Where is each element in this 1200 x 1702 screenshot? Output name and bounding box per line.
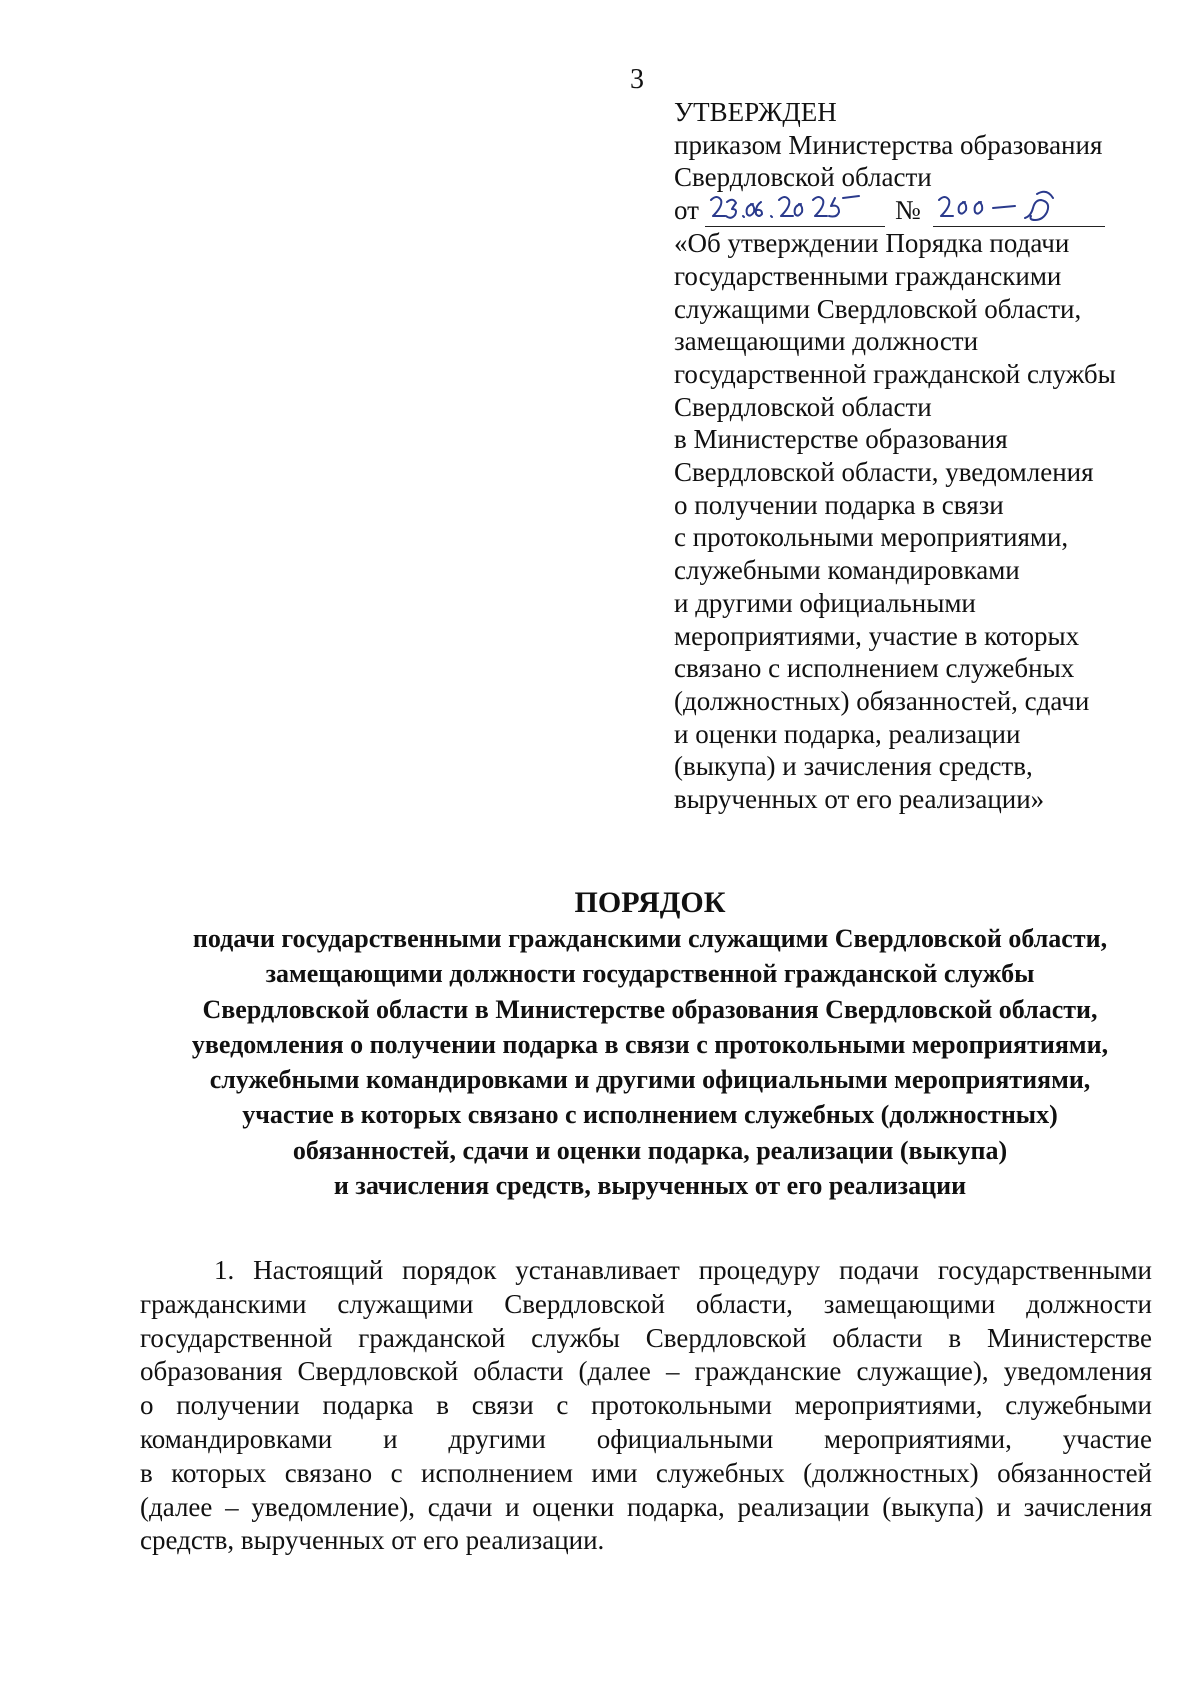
handwritten-number-signature (933, 190, 1093, 224)
order-title-line: и оценки подарка, реализации (674, 718, 1021, 749)
paragraph-line: 1. Настоящий порядок устанавливает процедуру подачи государственными (214, 1255, 1152, 1285)
paragraph-line: командировками и другими официальными мероприятиями, участие (140, 1423, 1152, 1454)
order-title-line: Свердловской области (674, 391, 932, 422)
order-title-line: государственной гражданской службы (674, 358, 1116, 389)
paragraph-line: образования Свердловской области (далее – гражданские служащие), уведомления (140, 1356, 1152, 1387)
subtitle-line: и зачисления средств, вырученных от его реализации (333, 1171, 967, 1201)
paragraph-line: государственной гражданской службы Свердловской области в Министерстве (140, 1322, 1152, 1353)
paragraph-1 (140, 1254, 1152, 1558)
approval-line: Свердловской области (674, 162, 932, 193)
page-number: 3 (630, 64, 644, 95)
document-title: ПОРЯДОК (574, 886, 726, 919)
paragraph-line: гражданскими служащими Свердловской области, замещающими должности (140, 1288, 1152, 1319)
subtitle-line: подачи государственными гражданскими служащими Свердловской области, (192, 924, 1108, 953)
number-prefix: № (894, 195, 921, 226)
order-date-number-line (674, 194, 1194, 227)
order-title-line: о получении подарка в связи (674, 489, 1004, 520)
order-title-line: вырученных от его реализации» (674, 784, 1045, 815)
paragraph-line: в которых связано с исполнением ими служебных (должностных) обязанностей (140, 1457, 1152, 1488)
order-title-line: служебными командировками (674, 555, 1020, 586)
subtitle-line: уведомления о получении подарка в связи с протокольными мероприятиями, (191, 1029, 1109, 1059)
paragraph-line: средств, вырученных от его реализации. (140, 1525, 605, 1556)
subtitle-line: Свердловской области в Министерстве образования Свердловской области, (202, 994, 1098, 1024)
order-title-line: в Министерстве образования (674, 424, 1008, 455)
order-title-line: государственными гражданскими (674, 260, 1062, 291)
order-title-line: замещающими должности (674, 326, 979, 357)
order-title-line: с протокольными мероприятиями, (674, 522, 1069, 553)
subtitle-line: замещающими должности государственной гражданской службы (265, 959, 1035, 989)
approval-heading: УТВЕРЖДЕН (674, 97, 837, 127)
document-subtitle (120, 921, 1180, 1203)
order-title-line: мероприятиями, участие в которых (674, 620, 1080, 651)
approval-line: приказом Министерства образования (674, 129, 1103, 160)
handwritten-number (933, 198, 1105, 227)
handwritten-date (705, 198, 885, 227)
paragraph-line: о получении подарка в связи с протокольными мероприятиями, служебными (140, 1390, 1152, 1421)
order-title-line: Свердловской области, уведомления (674, 457, 1094, 488)
order-title-line: «Об утверждении Порядка подачи (674, 228, 1070, 259)
paragraph-line: (далее – уведомление), сдачи и оценки подарка, реализации (выкупа) и зачисления (140, 1491, 1152, 1522)
order-title-line: и другими официальными (674, 587, 976, 618)
subtitle-line: участие в которых связано с исполнением служебных (должностных) (242, 1100, 1058, 1130)
handwritten-date-signature (705, 190, 875, 224)
approval-block (674, 96, 1194, 816)
order-title-line: служащими Свердловской области, (674, 293, 1082, 324)
order-title-line: (выкупа) и зачисления средств, (674, 751, 1033, 782)
date-prefix: от (674, 195, 699, 226)
subtitle-line: обязанностей, сдачи и оценки подарка, реализации (выкупа) (292, 1135, 1008, 1165)
subtitle-line: служебными командировками и другими официальными мероприятиями, (209, 1065, 1091, 1095)
order-title-line: (должностных) обязанностей, сдачи (674, 685, 1090, 716)
order-title-line: связано с исполнением служебных (674, 653, 1075, 684)
